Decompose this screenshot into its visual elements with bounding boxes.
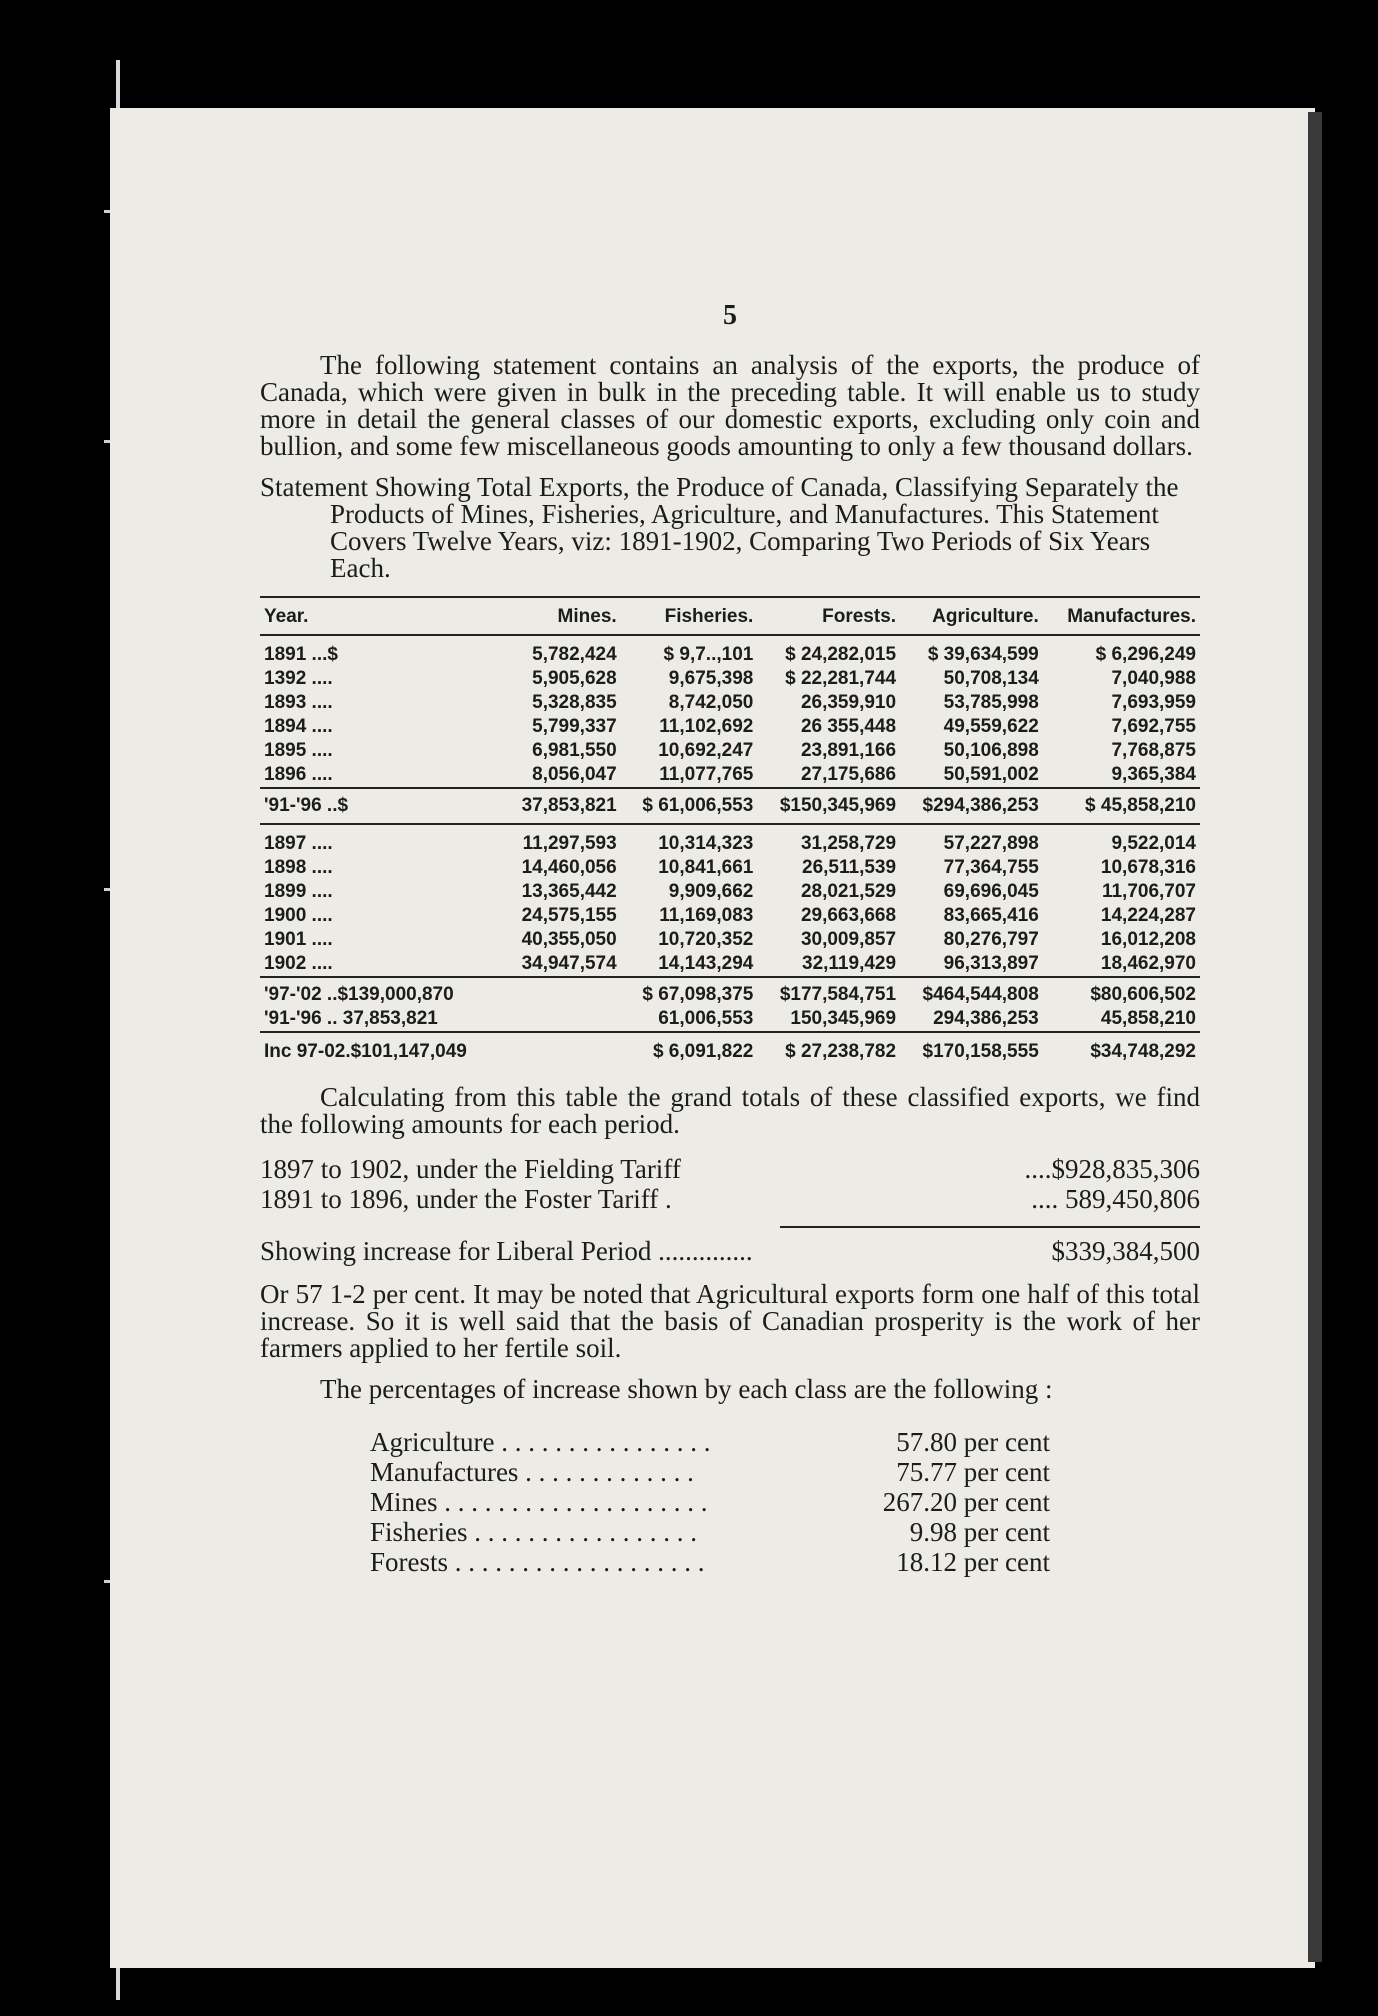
percentage-list [370, 1427, 1050, 1577]
header-year: Year. [260, 597, 502, 635]
percent-value: 9.98 per cent [909, 1517, 1050, 1547]
table-cell: 16,012,208 [1100, 929, 1196, 950]
table-cell: Inc 97-02.$101,147,049 [260, 1032, 502, 1064]
tariff-line [260, 1184, 1200, 1214]
table-cell: 83,665,416 [943, 905, 1039, 926]
table-cell: $ 61,006,553 [621, 788, 758, 824]
table-cell: $170,158,555 [900, 1032, 1043, 1064]
list-item [370, 1457, 1050, 1487]
percent-label: Fisheries . . . . . . . . . . . . . . . . . [370, 1517, 697, 1547]
table-cell: 26 355,448 [800, 716, 897, 737]
table-cell: $464,544,808 [900, 977, 1043, 1007]
table-cell: 37,853,821 [502, 788, 620, 824]
table-cell: 11,102,692 [659, 716, 754, 737]
table-cell: '97-'02 ..$139,000,870 [260, 977, 502, 1007]
table-cell: 53,785,998 [943, 692, 1039, 713]
table-cell: $34,748,292 [1043, 1032, 1200, 1064]
tariff-value: ....$928,835,306 [1024, 1154, 1200, 1184]
table-cell: 28,021,529 [800, 881, 897, 902]
table-cell: 294,386,253 [933, 1008, 1039, 1029]
table-cell: 13,365,442 [521, 881, 617, 902]
table-cell: 9,675,398 [668, 668, 754, 689]
percent-label: Agriculture . . . . . . . . . . . . . . . . [370, 1427, 711, 1457]
table-cell: 1893 .... [264, 692, 333, 713]
header-manufactures: Manufactures. [1043, 597, 1200, 635]
table-cell: 6,981,550 [532, 740, 617, 761]
table-cell: 14,224,287 [1100, 905, 1196, 926]
table-cell: $177,584,751 [757, 977, 900, 1007]
table-row [260, 824, 1200, 856]
table-row [260, 1032, 1200, 1064]
page-number: 5 [723, 300, 737, 331]
percent-paragraph: Or 57 1-2 per cent. It may be noted that Agricultural exports form one half of this total increase. So it is well said that the basis of Canadian prosperity is the work of her farmers applied to her fertile soil. [260, 1279, 1200, 1363]
table-cell: 1898 .... [264, 857, 333, 878]
table-cell: 7,692,755 [1111, 716, 1196, 737]
percent-label: Forests . . . . . . . . . . . . . . . . . . . [370, 1547, 705, 1577]
table-cell: 14,143,294 [658, 953, 754, 974]
tariff-label: 1897 to 1902, under the Fielding Tariff [260, 1154, 681, 1184]
table-cell: 1899 .... [264, 881, 333, 902]
percentages-intro: The percentages of increase shown by each class are the following : [320, 1374, 1053, 1404]
table-cell: 27,175,686 [800, 764, 897, 785]
tariff-totals [260, 1154, 1200, 1214]
tariff-value: .... 589,450,806 [1031, 1184, 1200, 1214]
table-cell: 61,006,553 [658, 1008, 754, 1029]
percent-value: 75.77 per cent [896, 1457, 1050, 1487]
table-cell: 10,678,316 [1100, 857, 1196, 878]
table-cell: 11,297,593 [522, 833, 617, 854]
table-cell: 5,328,835 [532, 692, 617, 713]
table-cell: 40,355,050 [521, 929, 617, 950]
percent-label: Manufactures . . . . . . . . . . . . . [370, 1457, 694, 1487]
table-cell: 9,909,662 [668, 881, 754, 902]
table-cell: 1902 .... [264, 953, 333, 974]
table-row [260, 1007, 1200, 1032]
table-cell: 14,460,056 [521, 857, 617, 878]
header-mines: Mines. [502, 597, 620, 635]
table-cell: $ 6,091,822 [621, 1032, 758, 1064]
list-item [370, 1547, 1050, 1577]
page-edge [1308, 112, 1322, 1962]
table-cell: 32,119,429 [802, 953, 897, 974]
table-cell: 5,799,337 [532, 716, 617, 737]
table-cell: 11,706,707 [1101, 881, 1196, 902]
table-cell: 50,106,898 [943, 740, 1039, 761]
table-cell: 7,768,875 [1111, 740, 1196, 761]
showing-label: Showing increase for Liberal Period .............. [260, 1236, 753, 1266]
table-cell: $ 27,238,782 [757, 1032, 900, 1064]
table-cell: 23,891,166 [800, 740, 897, 761]
table-cell: 45,858,210 [1100, 1008, 1196, 1029]
table-cell: 26,511,539 [802, 857, 897, 878]
table-cell: 150,345,969 [790, 1008, 897, 1029]
table-cell: 69,696,045 [943, 881, 1039, 902]
table-cell: 31,258,729 [800, 833, 897, 854]
header-agriculture: Agriculture. [900, 597, 1043, 635]
table-cell: 49,559,622 [943, 716, 1039, 737]
table-row [260, 739, 1200, 763]
table-row [260, 667, 1200, 691]
table-cell: 10,841,661 [658, 857, 754, 878]
table-cell: $150,345,969 [757, 788, 900, 824]
table-cell: 11,169,083 [659, 905, 754, 926]
table-cell: 24,575,155 [521, 905, 617, 926]
table-cell: $80,606,502 [1043, 977, 1200, 1007]
table-cell: 50,591,002 [943, 764, 1039, 785]
table-cell: 5,905,628 [532, 668, 617, 689]
table-cell: 8,056,047 [532, 764, 617, 785]
table-cell: 96,313,897 [943, 953, 1039, 974]
header-fisheries: Fisheries. [621, 597, 758, 635]
table-cell: 57,227,898 [943, 833, 1039, 854]
calc-paragraph: Calculating from this table the grand totals of these classified exports, we find the following amounts for each period. [260, 1082, 1200, 1139]
tariff-label: 1891 to 1896, under the Foster Tariff . [260, 1184, 672, 1214]
percent-value: 57.80 per cent [896, 1427, 1050, 1457]
table-cell: 80,276,797 [943, 929, 1039, 950]
table-cell: $ 6,296,249 [1095, 644, 1196, 665]
table-cell: $ 45,858,210 [1043, 788, 1200, 824]
statement-heading: Statement Showing Total Exports, the Produce of Canada, Classifying Separately the Products of Mines, Fisheries, Agriculture, and Manufactures. This Statement Covers Twelve Years, viz: 1891-1902, Comparing Two Periods of Six Years Each. [260, 472, 1179, 583]
table-cell: 1896 .... [264, 764, 333, 785]
table-row [260, 715, 1200, 739]
table-cell: 5,782,424 [532, 644, 617, 665]
table-cell: $ 24,282,015 [785, 644, 897, 665]
table-cell: '91-'96 ..$ [260, 788, 502, 824]
table-cell: 1895 .... [264, 740, 333, 761]
table-cell: '91-'96 .. 37,853,821 [264, 1008, 438, 1029]
table-cell: 9,365,384 [1111, 764, 1196, 785]
table-cell: 1392 .... [264, 668, 333, 689]
percent-label: Mines . . . . . . . . . . . . . . . . . . . . [370, 1487, 708, 1517]
table-cell: 7,040,988 [1111, 668, 1196, 689]
list-item [370, 1517, 1050, 1547]
table-cell: 7,693,959 [1111, 692, 1196, 713]
table-row [260, 763, 1200, 788]
table-row [260, 880, 1200, 904]
liberal-increase-line [260, 1236, 1200, 1267]
table-cell: 8,742,050 [668, 692, 754, 713]
list-item [370, 1487, 1050, 1517]
table-cell [502, 977, 620, 1007]
header-forests: Forests. [757, 597, 900, 635]
table-cell [502, 1007, 620, 1032]
table-header-row [260, 597, 1200, 635]
table-cell: 50,708,134 [943, 668, 1039, 689]
table-cell: 10,720,352 [658, 929, 754, 950]
table-cell: 1901 .... [264, 929, 333, 950]
table-cell: 1900 .... [264, 905, 333, 926]
table-cell: $ 39,634,599 [927, 644, 1039, 665]
percent-value: 18.12 per cent [896, 1547, 1050, 1577]
table-cell: 30,009,857 [800, 929, 897, 950]
table-cell: $ 22,281,744 [785, 668, 897, 689]
tariff-line [260, 1154, 1200, 1184]
table-cell: 10,692,247 [658, 740, 754, 761]
table-cell: 10,314,323 [658, 833, 754, 854]
table-row [260, 635, 1200, 667]
table-row [260, 691, 1200, 715]
table-cell [502, 1032, 620, 1064]
table-cell: 9,522,014 [1111, 833, 1196, 854]
table-cell: 1897 .... [264, 833, 333, 854]
list-item [370, 1427, 1050, 1457]
sum-rule [780, 1226, 1200, 1228]
table-cell: $ 9,7..,101 [663, 644, 754, 665]
table-cell: 1894 .... [264, 716, 333, 737]
table-row [260, 788, 1200, 824]
table-row [260, 904, 1200, 928]
showing-value: $339,384,500 [1051, 1236, 1200, 1266]
table-row [260, 856, 1200, 880]
table-cell: 26,359,910 [800, 692, 897, 713]
table-cell: 34,947,574 [521, 953, 617, 974]
table-cell: 29,663,668 [800, 905, 897, 926]
table-row [260, 952, 1200, 977]
table-cell: $ 67,098,375 [621, 977, 758, 1007]
page-content [260, 300, 1200, 1577]
table-cell: $294,386,253 [900, 788, 1043, 824]
table-row [260, 928, 1200, 952]
table-cell: 18,462,970 [1100, 953, 1196, 974]
exports-table [260, 596, 1200, 1064]
table-cell: 11,077,765 [659, 764, 754, 785]
intro-paragraph: The following statement contains an analysis of the exports, the produce of Canada, which were given in bulk in the preceding table. It will enable us to study more in detail the general classes of our domestic exports, excluding only coin and bullion, and some few miscellaneous goods amounting to only a few thousand dollars. [260, 350, 1200, 461]
percent-value: 267.20 per cent [882, 1487, 1050, 1517]
table-cell: 1891 ...$ [264, 644, 338, 665]
table-cell: 77,364,755 [943, 857, 1039, 878]
table-row [260, 977, 1200, 1007]
